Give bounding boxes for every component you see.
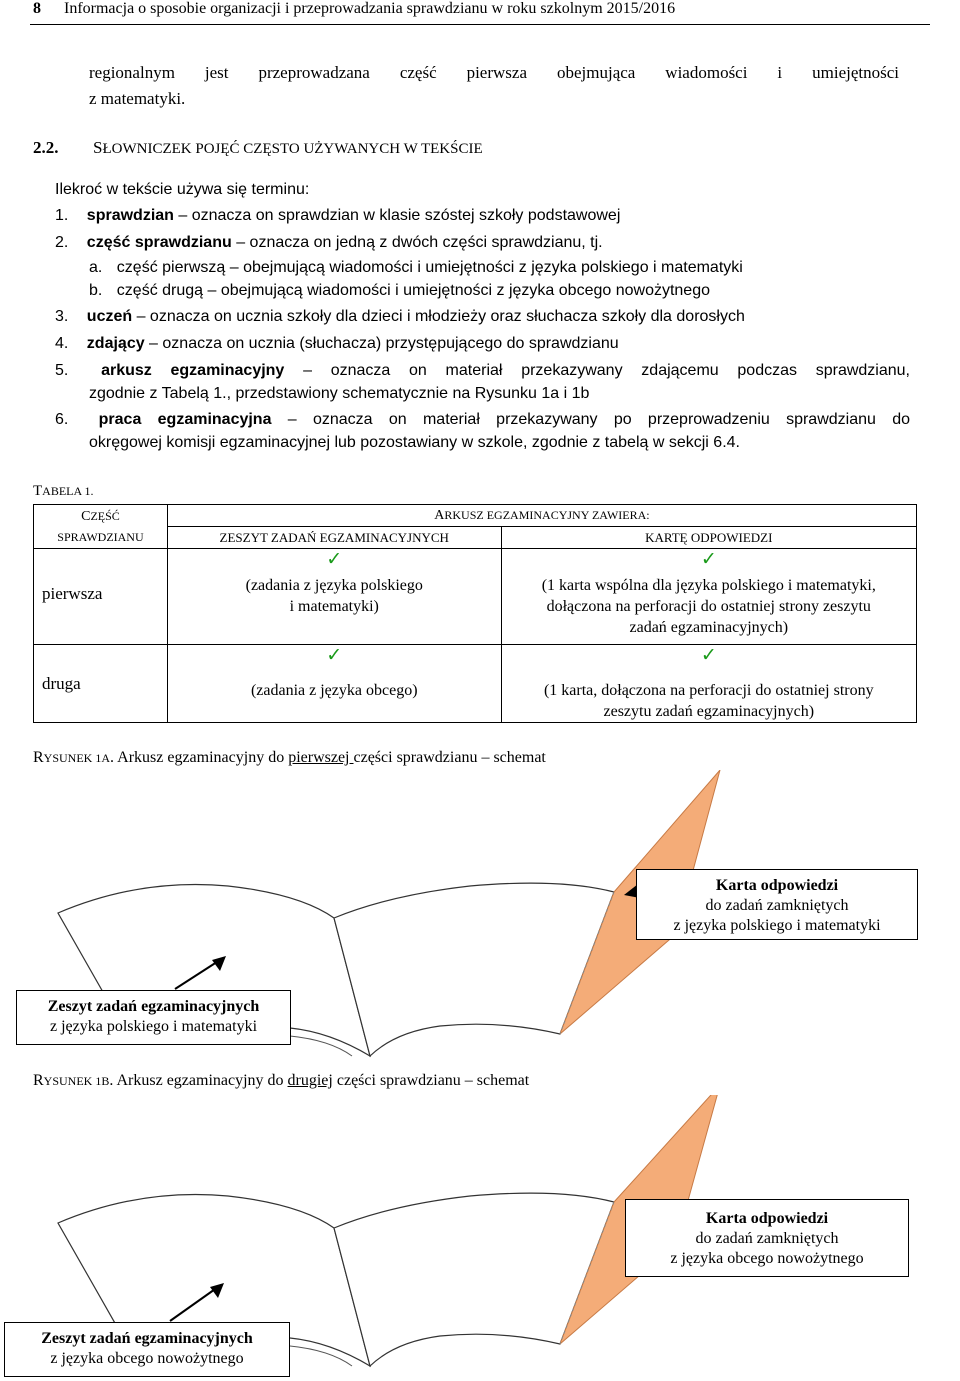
section-title: SŁOWNICZEK POJĘĆ CZĘSTO UŻYWANYCH W TEKŚCIE (93, 138, 483, 157)
intro-line-1: regionalnym jest przeprowadzana część pierwsza obejmująca wiadomości i umiejętności (89, 63, 899, 82)
running-header-title: Informacja o sposobie organizacji i przeprowadzania sprawdzianu w roku szkolnym 2015/2016 (64, 0, 676, 17)
check-icon: ✓ (700, 645, 717, 666)
figure-1b-card-label: Karta odpowiedzi do zadań zamkniętych z języka obcego nowożytnego (625, 1199, 909, 1277)
row-answer-card: ✓ (1 karta, dołączona na perforacji do ostatniej strony zeszytu zadań egzaminacyjnych) (501, 645, 916, 723)
glossary-item-6: 6. praca egzaminacyjna – oznacza on materiał przekazywany po przeprowadzeniu sprawdzianu do (55, 411, 911, 428)
intro-line-2: z matematyki. (89, 89, 186, 108)
glossary-item-4: 4. zdający – oznacza on ucznia (słuchacza) przystępującego do sprawdzianu (55, 335, 619, 352)
booklet-right-page (334, 883, 614, 1056)
sub-header-answer-card: KARTĘ ODPOWIEDZI (501, 527, 916, 549)
sub-header-booklet: ZESZYT ZADAŃ EGZAMINACYJNYCH (167, 527, 501, 549)
figure-1a-caption: RYSUNEK 1A. Arkusz egzaminacyjny do pierwszej części sprawdzianu – schemat (33, 749, 546, 766)
glossary-item-6-cont: okręgowej komisji egzaminacyjnej lub pozostawiany w szkole, zgodnie z tabelą w sekcji 6.4. (89, 434, 740, 451)
glossary-item-2a: a. część pierwszą – obejmującą wiadomości i umiejętności z języka polskiego i matematyki (89, 259, 743, 276)
check-icon: ✓ (326, 549, 343, 570)
page-number: 8 (33, 0, 41, 17)
col-part-header: CZĘŚĆ SPRAWDZIANU (34, 505, 168, 549)
row-part: druga (34, 645, 168, 723)
glossary-item-3: 3. uczeń – oznacza on ucznia szkoły dla dzieci i młodzieży oraz słuchacza szkoły dla dorosłych (55, 308, 745, 325)
glossary-item-5-cont: zgodnie z Tabelą 1., przedstawiony schematycznie na Rysunku 1a i 1b (89, 385, 590, 402)
table-row (34, 645, 917, 723)
glossary-item-5: 5. arkusz egzaminacyjny – oznacza on materiał przekazywany zdającemu podczas sprawdzianu, (55, 362, 911, 379)
glossary-item-2: 2. część sprawdzianu – oznacza on jedną z dwóch części sprawdzianu, tj. (55, 234, 603, 251)
glossary-lead: Ilekroć w tekście używa się terminu: (55, 181, 310, 198)
table-caption: TABELA 1. (33, 483, 94, 499)
table-row (34, 549, 917, 645)
table-1 (33, 504, 917, 723)
figure-1b-caption: RYSUNEK 1B. Arkusz egzaminacyjny do drugiej części sprawdzianu – schemat (33, 1072, 530, 1089)
row-booklet: ✓ (zadania z języka polskiego i matematyki) (167, 549, 501, 645)
header-rule (30, 24, 930, 25)
check-icon: ✓ (326, 645, 343, 666)
row-part: pierwsza (34, 549, 168, 645)
figure-1a-booklet-label: Zeszyt zadań egzaminacyjnych z języka polskiego i matematyki (16, 990, 291, 1045)
figure-1b-booklet-label: Zeszyt zadań egzaminacyjnych z języka obcego nowożytnego (4, 1322, 290, 1377)
check-icon: ✓ (700, 549, 717, 570)
glossary-item-1: 1. sprawdzian – oznacza on sprawdzian w klasie szóstej szkoły podstawowej (55, 207, 621, 224)
booklet-right-page (334, 1193, 614, 1366)
row-answer-card: ✓ (1 karta wspólna dla języka polskiego i matematyki, dołączona na perforacji do ostatniej strony zeszytu zadań egzaminacyjnych) (501, 549, 916, 645)
section-number: 2.2. (33, 138, 59, 157)
row-booklet: ✓ (zadania z języka obcego) (167, 645, 501, 723)
figure-1a-card-label: Karta odpowiedzi do zadań zamkniętych z języka polskiego i matematyki (636, 869, 918, 940)
group-header: ARKUSZ EGZAMINACYJNY ZAWIERA: (167, 505, 916, 527)
glossary-item-2b: b. część drugą – obejmującą wiadomości i umiejętności z języka obcego nowożytnego (89, 282, 710, 299)
